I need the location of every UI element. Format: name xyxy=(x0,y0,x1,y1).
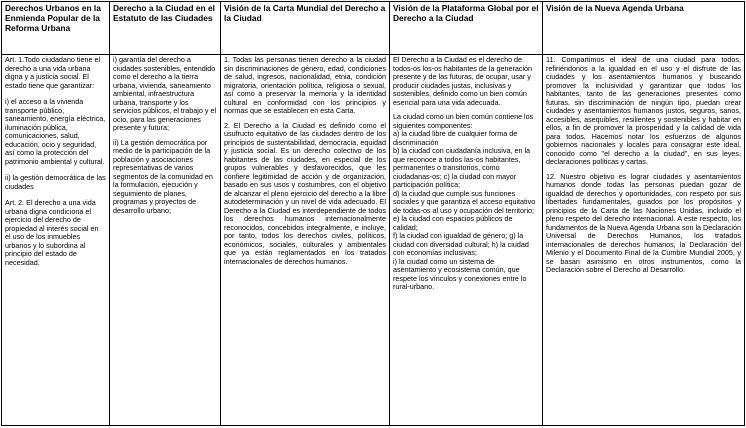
paragraph: d) la ciudad que cumple sus funciones sociales y que garantiza el acceso equitativo de todas-os al uso y ocupación del territorio; xyxy=(393,188,536,215)
paragraph: i) la ciudad como un sistema de asentamiento y ecosistema común, que respete los vínculos y conexiones entre lo rural-urbano. xyxy=(393,256,527,291)
header-enmienda-popular: Derechos Urbanos en la Enmienda Popular de la Reforma Urbana xyxy=(2,2,110,55)
paragraph: 1. Todas las personas tienen derecho a la ciudad sin discriminaciones de género, edad, condiciones de salud, ingresos, nacionalidad, etnia, condición migratoria, orientación política, religiosa o sexual, así como a preservar la memoria y la identidad cultural en conformidad con los principios y normas que se establecen en esta Carta. xyxy=(224,55,386,115)
header-carta-mundial: Visión de la Carta Mundial del Derecho a la Ciudad xyxy=(221,2,390,55)
paragraph: La ciudad como un bien común contiene los siguientes componentes: xyxy=(393,112,534,130)
cell-estatuto-ciudades xyxy=(110,55,221,426)
paragraph: Art. 2. El derecho a una vida urbana digna condiciona el ejercicio del derecho de propiedad al interés social en el uso de los inmuebles urbanos y lo subordina al principio del estado de necesidad. xyxy=(5,198,99,267)
header-row xyxy=(2,2,745,55)
paragraph: ii) la gestión democrática de las ciudades xyxy=(5,173,106,191)
paragraph: 11. Compartimos el ideal de una ciudad para todos, refiriéndonos a la igualdad en el uso y el disfrute de las ciudades y los asentamientos humanos y buscando promover la inclusividad y garantizar que todos los habitantes, tanto de las generaciones presentes como futuras, sin discriminación de ningún tipo, puedan crear ciudades y asentamientos humanos justos, seguros, sanos, accesibles, asequibles, resilientes y sostenibles y habitar en ellos, a fin de promover la prosperidad y la calidad de vida para todos. Hacemos notar los esfuerzos de algunos gobiernos nacionales y locales para consagrar este ideal, conocido como "el derecho a la ciudad", en sus leyes, declaraciones políticas y cartas. xyxy=(546,55,741,166)
paragraph: i) el acceso a la vivienda transporte público, saneamiento, energía eléctrica, iluminación pública, comunicaciones, salud, educación, ocio y seguridad, así como la protección del patrimonio ambiental y cultural. xyxy=(5,97,106,166)
content-row xyxy=(2,55,745,426)
paragraph: El Derecho a la Ciudad es el derecho de todos-os los-os habitantes de la generación presente y de las futuras, de ocupar, usar y producir ciudades justas, inclusivas y sostenibles, definido como un bien común esencial para una vida adecuada. xyxy=(393,55,533,107)
paragraph: f) la ciudad con igualdad de género; g) la ciudad con diversidad cultural; h) la ciudad con economías inclusivas; xyxy=(393,231,529,257)
paragraph: Art. 1.Todo ciudadano tiene el derecho a una vida urbana digna y a justicia social. El estado tiene que garantizar: xyxy=(5,55,101,90)
cell-nueva-agenda-urbana xyxy=(543,55,745,426)
header-estatuto-ciudades: Derecho a la Ciudad en el Estatuto de las Ciudades xyxy=(110,2,221,55)
paragraph: ii) La gestión democrática por medio de la participación de la población y asociaciones representativas de varios segmentos de la comunidad en la formulación, ejecución y seguimiento de planes, programas y proyectos de desarrollo urbano; xyxy=(113,137,213,215)
cell-plataforma-global xyxy=(390,55,543,426)
header-plataforma-global: Visión de la Plataforma Global por el Derecho a la Ciudad xyxy=(390,2,543,55)
paragraph: 2. El Derecho a la Ciudad es definido como el usufructo equitativo de las ciudades dentro de los principios de sustentabilidad, democracia, equidad y justicia social. Es un derecho colectivo de los habitantes de las ciudades, en especial de los grupos vulnerables y desfavorecidos, que les confiere legitimidad de acción y de organización, basado en sus usos y costumbres, con el objetivo de alcanzar el pleno ejercicio del derecho a la libre autodeterminación y un nivel de vida adecuado. El Derecho a la Ciudad es interdependiente de todos los derechos humanos internacionalmente reconocidos, concebidos integralmente, e incluye, por tanto, todos los derechos civiles, políticos, económicos, sociales, culturales y ambientales que ya están reglamentados en los tratados internacionales de derechos humanos. xyxy=(224,120,386,266)
paragraph: a) la ciudad libre de cualquier forma de discriminación xyxy=(393,129,518,147)
paragraph: i) garantía del derecho a ciudades sostenibles, entendido como el derecho a la tierra urbana, vivienda, saneamiento ambiental, infraestructura urbana, transporte y los servicios públicos, el trabajo y el ocio, para las generaciones presente y futura; xyxy=(113,55,217,132)
cell-enmienda-popular xyxy=(2,55,110,426)
paragraph: e) la ciudad con espacios públicos de calidad; xyxy=(393,214,513,232)
comparison-table xyxy=(1,1,745,426)
paragraph: b) la ciudad con ciudadanía inclusiva, en la que reconoce a todos las-os habitantes, permanentes o transitorios, como ciudadanas-os; c) la ciudad con mayor participación política; xyxy=(393,146,531,189)
paragraph: 12. Nuestro objetivo es lograr ciudades y asentamientos humanos donde todas las personas puedan gozar de igualdad de derechos y oportunidades, con respeto por sus libertades fundamentales, guiados por los propósitos y principios de la Carta de las Naciones Unidas, incluido el pleno respeto del derecho internacional. A este respecto, los fundamentos de la Nueva Agenda Urbana son la Declaración Universal de Derechos Humanos, los tratados internacionales de derechos humanos, la Declaración del Milenio y el Documento Final de la Cumbre Mundial 2005, y se basan asimismo en otros instrumentos, como la Declaración sobre el Derecho al Desarrollo. xyxy=(546,171,741,274)
cell-carta-mundial xyxy=(221,55,390,426)
header-nueva-agenda-urbana: Visión de la Nueva Agenda Urbana xyxy=(543,2,745,55)
